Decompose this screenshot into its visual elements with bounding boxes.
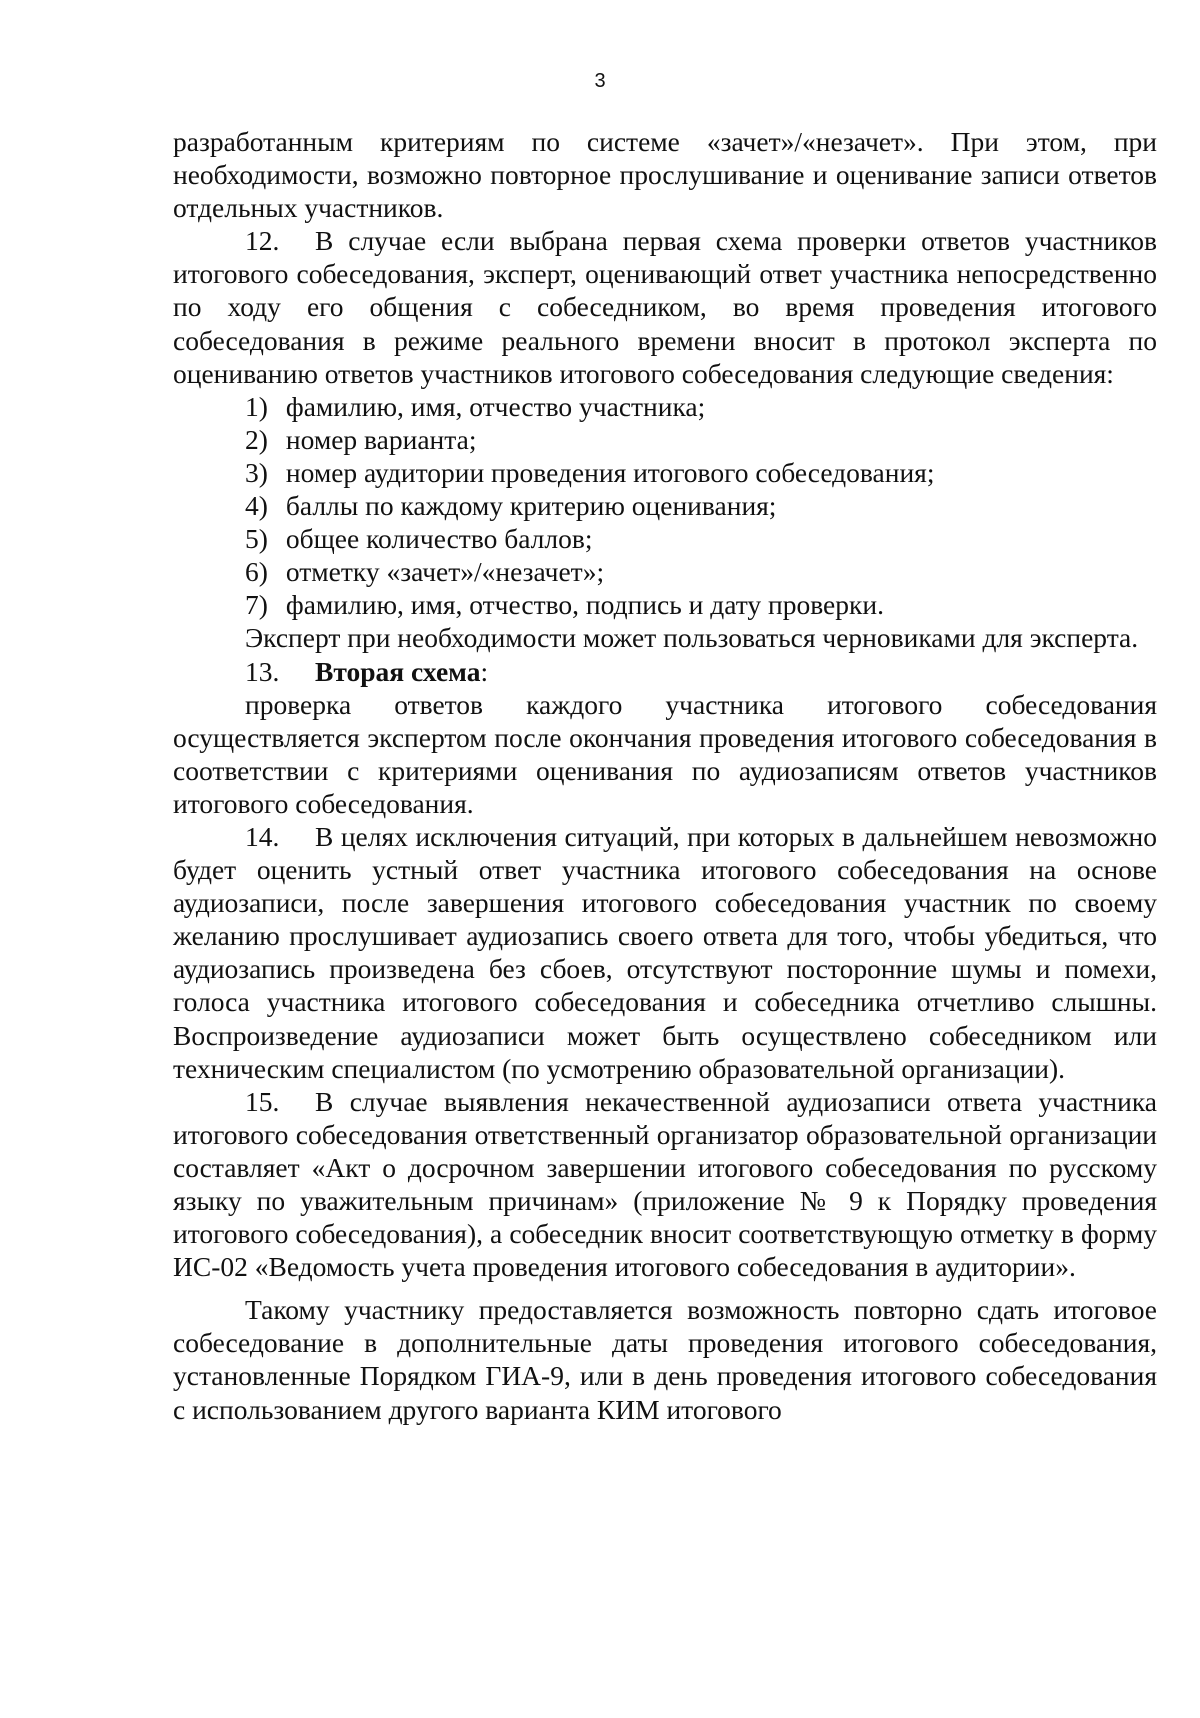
list-item-text: отметку «зачет»/«незачет»; (285, 556, 605, 588)
document-body (173, 125, 1157, 1426)
list-item (173, 555, 1157, 588)
list-item (173, 423, 1157, 456)
paragraph-retake: Такому участнику предоставляется возможность повторно сдать итоговое собеседование в дополнительные даты проведения итогового собеседования, установленные Порядком ГИА-9, или в день проведения итогового собеседования с использованием другого варианта КИМ итогового (173, 1294, 1157, 1425)
list-item-text: фамилию, имя, отчество, подпись и дату проверки. (285, 589, 884, 621)
list-item (173, 489, 1157, 522)
paragraph-15 (173, 1085, 1157, 1284)
paragraph-12-number: 12. (245, 225, 280, 257)
list-item (173, 390, 1157, 423)
list-item (173, 456, 1157, 489)
paragraph-14-number: 14. (245, 820, 280, 852)
list-item-text: номер варианта; (285, 423, 477, 455)
list-item-number: 6) (245, 556, 268, 588)
paragraph-13-title: Вторая схема (315, 655, 481, 687)
list-item-number: 7) (245, 589, 268, 621)
list-item-text: номер аудитории проведения итогового собеседования; (285, 456, 935, 488)
list-item-number: 5) (245, 523, 268, 555)
list-item-number: 2) (245, 423, 268, 455)
paragraph-13-number: 13. (245, 655, 280, 687)
list-item-number: 1) (245, 390, 268, 422)
list-item (173, 588, 1157, 621)
paragraph-13-text: проверка ответов каждого участника итогового собеседования осуществляется экспертом после окончания проведения итогового собеседования в соответствии с критериями оценивания по аудиозаписям ответов участников итогового собеседования. (173, 688, 1157, 819)
paragraph-14 (173, 820, 1157, 1085)
list-item-number: 3) (245, 456, 268, 488)
list-item (173, 522, 1157, 555)
info-list (173, 390, 1157, 622)
page-number: 3 (594, 70, 606, 92)
paragraph-12-text: В случае если выбрана первая схема проверки ответов участников итогового собеседования, эксперт, оценивающий ответ участника непосредственно по ходу его общения с собеседником, во время проведения итогового собеседования в режиме реального времени вносит в протокол эксперта по оцениванию ответов участников итогового собеседования следующие сведения: (173, 225, 1157, 389)
list-item-text: баллы по каждому критерию оценивания; (285, 490, 777, 522)
paragraph-12 (173, 224, 1157, 389)
paragraph-13-heading (173, 655, 1157, 688)
list-item-number: 4) (245, 490, 268, 522)
paragraph-gap (173, 1283, 1157, 1293)
paragraph-continuation: разработанным критериям по системе «зачет»/«незачет». При этом, при необходимости, возможно повторное прослушивание и оценивание записи ответов отдельных участников. (173, 126, 1157, 224)
list-item-text: общее количество баллов; (285, 523, 593, 555)
paragraph-13-colon: : (480, 655, 489, 687)
paragraph-14-text: В целях исключения ситуаций, при которых в дальнейшем невозможно будет оценить устный ответ участника итогового собеседования на основе аудиозаписи, после завершения итогового собеседования участник по своему желанию прослушивает аудиозапись своего ответа для того, чтобы убедиться, что аудиозапись произведена без сбоев, отсутствуют посторонние шумы и помехи, голоса участника итогового собеседования и собеседника отчетливо слышны. Воспроизведение аудиозаписи может быть осуществлено собеседником или техническим специалистом (по усмотрению образовательной организации). (173, 820, 1157, 1084)
paragraph-expert-drafts: Эксперт при необходимости может пользоваться черновиками для эксперта. (245, 622, 1139, 654)
paragraph-15-number: 15. (245, 1085, 280, 1117)
list-item-text: фамилию, имя, отчество участника; (285, 390, 706, 422)
paragraph-15-text: В случае выявления некачественной аудиозаписи ответа участника итогового собеседования ответственный организатор образовательной организации составляет «Акт о досрочном завершении итогового собеседования по русскому языку по уважительным причинам» (приложение № 9 к Порядку проведения итогового собеседования), а собеседник вносит соответствующую отметку в форму ИС-02 «Ведомость учета проведения итогового собеседования в аудитории». (173, 1085, 1157, 1283)
